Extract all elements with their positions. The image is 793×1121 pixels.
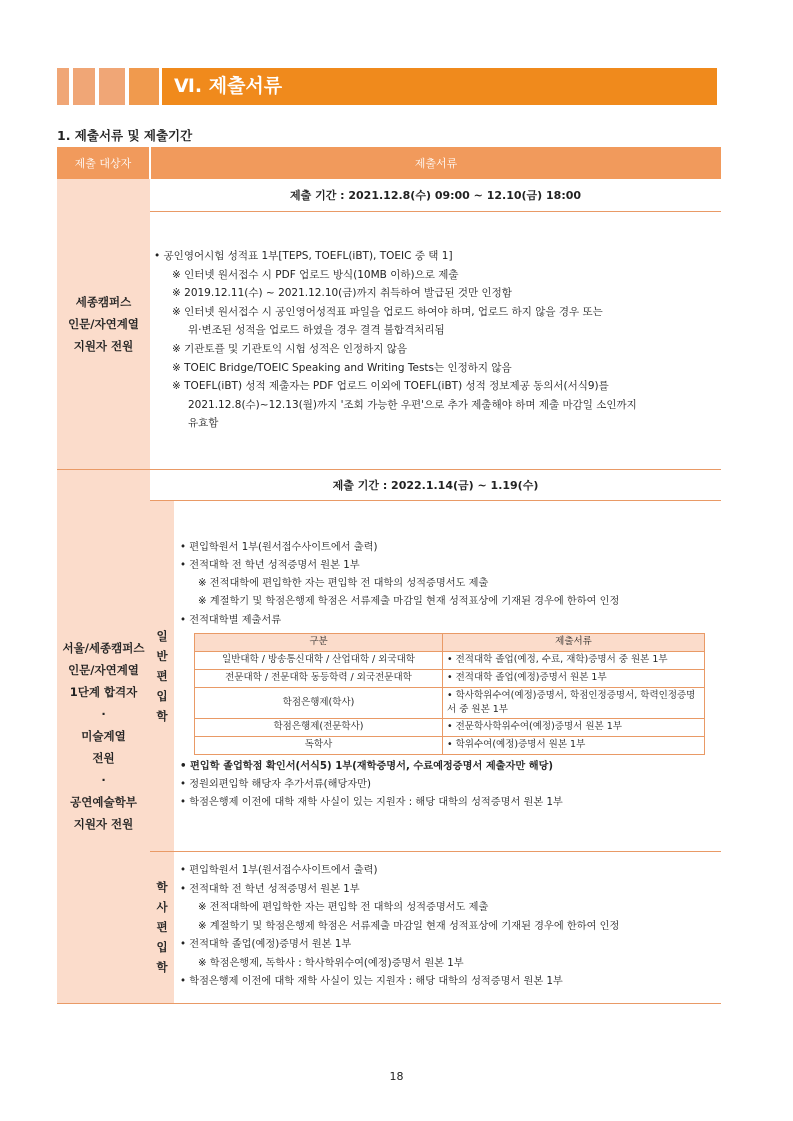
target-line: ·	[101, 773, 106, 787]
list-item: • 편입학원서 1부(원서접수사이트에서 출력)	[180, 541, 378, 553]
label-char: 학	[156, 880, 168, 894]
list-item: ※ 계절학기 및 학점은행제 학점은 서류제출 마감일 현재 성적표상에 기재된 경우에 한하여 인정	[198, 596, 620, 608]
header-decor-block	[73, 68, 95, 105]
target-line: 지원자 전원	[73, 338, 134, 353]
label-char: 반	[156, 648, 168, 663]
list-item: 위·변조된 성적을 업로드 하였을 경우 결격 불합격처리됨	[188, 324, 445, 337]
list-item: • 전적대학 전 학년 성적증명서 원본 1부	[180, 883, 360, 895]
label-char: 입	[156, 688, 168, 703]
section-title: 1. 제출서류 및 제출기간	[57, 128, 193, 143]
docs-general	[174, 500, 721, 851]
target-line: 인문/자연계열	[68, 663, 139, 677]
label-general-transfer	[150, 500, 174, 851]
page-number: 18	[389, 1070, 404, 1083]
list-item: 유효함	[188, 417, 219, 430]
list-item: ※ 학점은행제, 독학사 : 학사학위수여(예정)증명서 원본 1부	[198, 957, 464, 969]
target-line: 서울/세종캠퍼스	[62, 641, 145, 655]
inner-header-type: 구분	[195, 633, 443, 651]
target-line: 전원	[92, 751, 115, 765]
inner-header-docs: 제출서류	[443, 633, 705, 651]
table-cell: • 학위수여(예정)증명서 원본 1부	[443, 736, 705, 754]
list-item: • 공인영어시험 성적표 1부[TEPS, TOEFL(iBT), TOEIC 중 택 1]	[154, 250, 453, 263]
label-char: 편	[156, 920, 168, 934]
list-item: ※ 인터넷 원서접수 시 PDF 업로드 방식(10MB 이하)으로 제출	[172, 268, 459, 281]
list-item: 2021.12.8(수)~12.13(월)까지 '조회 가능한 우편'으로 추가 제출해야 하며 제출 마감일 소인까지	[188, 398, 637, 411]
label-char: 입	[156, 940, 168, 954]
list-item: ※ 전적대학에 편입학한 자는 편입학 전 대학의 성적증명서도 제출	[198, 578, 489, 590]
list-item: ※ 기관토플 및 기관토익 시험 성적은 인정하지 않음	[172, 343, 408, 355]
label-char: 학	[156, 708, 168, 723]
target-line: 공연예술학부	[70, 795, 137, 809]
label-char: 일	[156, 628, 168, 643]
list-item: • 학점은행제 이전에 대학 재학 사실이 있는 지원자 : 해당 대학의 성적증명서 원본 1부	[180, 797, 563, 809]
table-cell: 일반대학 / 방송통신대학 / 산업대학 / 외국대학	[195, 651, 443, 669]
table-cell: • 학사학위수여(예정)증명서, 학점인정증명서, 학력인정증명서 중 원본 1부	[443, 687, 705, 718]
prior-school-table	[194, 633, 705, 755]
header-target: 제출 대상자	[57, 147, 150, 179]
docs-bachelor	[174, 851, 721, 1003]
target-line: 1단계 합격자	[69, 685, 138, 699]
table-cell: • 전적대학 졸업(예정, 수료, 재학)증명서 중 원본 1부	[443, 651, 705, 669]
table-cell: 학점은행제(학사)	[195, 687, 443, 718]
list-item: • 학점은행제 이전에 대학 재학 사실이 있는 지원자 : 해당 대학의 성적증명서 원본 1부	[180, 976, 563, 988]
period-row1: 제출 기간 : 2021.12.8(수) 09:00 ~ 12.10(금) 18:00	[150, 179, 721, 211]
list-item: • 편입학원서 1부(원서접수사이트에서 출력)	[180, 864, 378, 876]
header-decor-block	[129, 68, 159, 105]
list-item: ※ 인터넷 원서접수 시 공인영어성적표 파일을 업로드 하여야 하며, 업로드 하지 않을 경우 또는	[172, 305, 603, 318]
table-cell: 학점은행제(전문학사)	[195, 718, 443, 736]
docs-row1	[150, 211, 721, 469]
list-item: • 전적대학 졸업(예정)증명서 원본 1부	[180, 939, 352, 951]
list-item: ※ 전적대학에 편입학한 자는 편입학 전 대학의 성적증명서도 제출	[198, 902, 489, 914]
target-line: ·	[101, 707, 106, 721]
list-item: ※ TOEIC Bridge/TOEIC Speaking and Writing Tests는 인정하지 않음	[172, 361, 512, 374]
list-item: ※ TOEFL(iBT) 성적 제출자는 PDF 업로드 이외에 TOEFL(iBT) 성적 정보제공 동의서(서식9)를	[172, 380, 609, 393]
label-char: 학	[156, 960, 168, 974]
table-cell: • 전문학사학위수여(예정)증명서 원본 1부	[443, 718, 705, 736]
label-char: 사	[156, 900, 168, 914]
list-item: ※ 2019.12.11(수) ~ 2021.12.10(금)까지 취득하여 발급된 것만 인정함	[172, 287, 512, 300]
header-decor-block	[99, 68, 125, 105]
target-seoul-sejong	[57, 469, 150, 1003]
label-bachelor-transfer	[150, 851, 174, 1003]
table-cell: 전문대학 / 전문대학 동등학력 / 외국전문대학	[195, 669, 443, 687]
target-line: 지원자 전원	[73, 817, 134, 831]
target-line: 세종캠퍼스	[75, 294, 132, 309]
header-docs: 제출서류	[150, 147, 721, 179]
list-item: • 전적대학 전 학년 성적증명서 원본 1부	[180, 559, 360, 571]
table-cell: • 전적대학 졸업(예정)증명서 원본 1부	[443, 669, 705, 687]
list-item: ※ 계절학기 및 학점은행제 학점은 서류제출 마감일 현재 성적표상에 기재된 경우에 한하여 인정	[198, 920, 620, 932]
target-line: 미술계열	[81, 729, 126, 743]
submission-table	[57, 147, 721, 1004]
target-sejong	[57, 179, 150, 469]
list-item: • 전적대학별 제출서류	[180, 614, 282, 626]
list-item: • 정원외편입학 해당자 추가서류(해당자만)	[180, 778, 371, 790]
section-header-bar	[57, 68, 717, 105]
period-row2: 제출 기간 : 2022.1.14(금) ~ 1.19(수)	[150, 469, 721, 500]
chapter-title: Ⅵ. 제출서류	[159, 68, 717, 105]
target-line: 인문/자연계열	[68, 316, 139, 331]
header-decor-block	[57, 68, 69, 105]
list-item: • 편입학 졸업학점 확인서(서식5) 1부(재학증명서, 수료예정증명서 제출자만 해당)	[180, 760, 554, 772]
table-cell: 독학사	[195, 736, 443, 754]
label-char: 편	[156, 668, 168, 683]
